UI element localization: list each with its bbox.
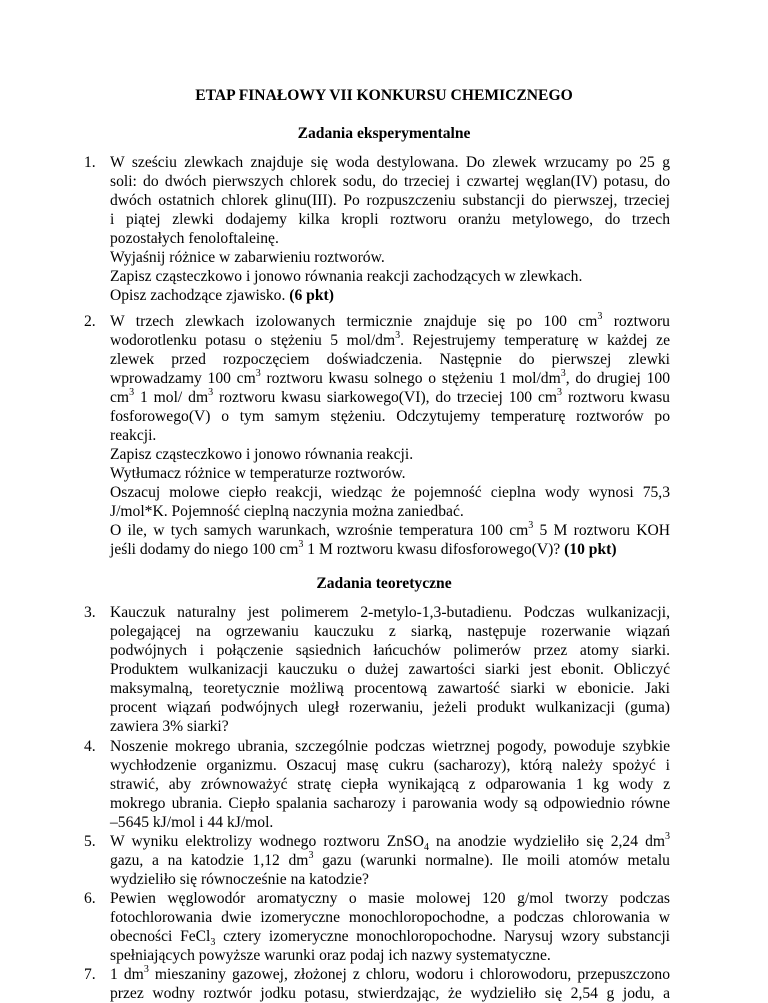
task-line: wydzieliło się równocześnie na katodzie? — [110, 871, 369, 888]
task-line: reakcji. — [110, 427, 157, 444]
task-line: Wytłumacz różnice w temperaturze roztworów. — [110, 465, 406, 482]
task-line: dwóch ostatnich chlorek glinu(III). Po rozpuszczeniu substancji do pierwszej, trzeciej — [110, 192, 670, 209]
task-line: mokrego ubrania. Ciepło spalania sacharozy i parowania wody są odpowiednio równe — [110, 795, 670, 812]
task-line: jeśli dodamy do niego 100 $cm^3$ 1 M roztworu kwasu difosforowego(V)? (10 pkt) — [110, 538, 617, 558]
task-line: Opisz zachodzące zjawisko. (6 pkt) — [110, 287, 334, 304]
task-line: strawić, aby zrównoważyć stratę ciepła wynikającą z odparowania 1 kg wody z — [110, 776, 670, 793]
task-line: W trzech zlewkach izolowanych termicznie znajduje się po 100 $cm^3$ roztworu — [110, 312, 670, 330]
task-line: wychłodzenie organizmu. Oszacuj masę cukru (sacharozy), którą należy spożyć i — [110, 757, 670, 774]
task-line: przez wodny roztwór jodku potasu, stwierdzając, że wydzieliło się 2,54 g jodu, a — [110, 985, 670, 1002]
task-points: (6 pkt) — [289, 287, 334, 304]
task-line: procent wiązań podwójnych uległ rozerwaniu, jeżeli produkt wulkanizacji (guma) — [110, 699, 670, 716]
task-line: W wyniku elektrolizy wodnego roztworu ZnSO$_4$ na anodzie wydzieliło się 2,24 $dm^3$ — [110, 832, 670, 851]
task-line: Zapisz cząsteczkowo i jonowo równania reakcji zachodzących w zlewkach. — [110, 268, 583, 285]
task-line: soli: do dwóch pierwszych chlorek sodu, do trzeciej i czwartej węglan(IV) potasu, do — [110, 173, 670, 190]
task-line: obecności FeCl$_3$ cztery izomeryczne monochloropochodne. Narysuj wzory substancji — [110, 928, 670, 946]
task-line: O ile, w tych samych warunkach, wzrośnie temperatura 100 $cm^3$ 5 M roztworu KOH — [110, 521, 670, 539]
task-number: 4. — [84, 738, 96, 755]
task-line: zlewek przed rozpoczęciem doświadczenia. Następnie do pierwszej zlewki — [110, 351, 670, 368]
task-number: 7. — [84, 966, 96, 983]
task-line: gazu, a na katodzie 1,12 $dm^3$ gazu (warunki normalne). Ile moili atomów metalu — [110, 851, 670, 869]
section-title-experimental: Zadania eksperymentalne — [297, 125, 471, 142]
task-1 — [84, 153, 670, 305]
task-3 — [84, 603, 670, 736]
task-number: 6. — [84, 890, 96, 907]
task-line: 1 $dm^3$ mieszaniny gazowej, złożonej z chloru, wodoru i chlorowodoru, przepuszczono — [110, 965, 670, 983]
task-7 — [84, 965, 670, 1003]
task-line: maksymalną, teoretycznie możliwą procentową zawartość siarki w ebonicie. Jaki — [110, 680, 670, 697]
task-number: 3. — [84, 604, 96, 621]
task-line: fotochlorowania dwie izomeryczne monochloropochodne, a podczas chlorowania w — [110, 909, 670, 926]
task-6 — [84, 889, 670, 965]
task-line: $cm^3$ 1 mol/ $dm^3$ roztworu kwasu siarkowego(VI), do trzeciej 100 $cm^3$ roztworu kwasu — [110, 388, 670, 406]
task-line: Produktem wulkanizacji kauczuku o dużej zawartości siarki jest ebonit. Obliczyć — [110, 661, 670, 678]
task-line: wodorotlenku potasu o stężeniu 5 mol/$dm^3$. Rejestrujemy temperaturę w każdej ze — [110, 331, 670, 349]
task-number: 1. — [84, 154, 96, 171]
task-line: Kauczuk naturalny jest polimerem 2-metylo-1,3-butadienu. Podczas wulkanizacji, — [110, 604, 670, 621]
task-line: Zapisz cząsteczkowo i jonowo równania reakcji. — [110, 446, 414, 463]
task-5 — [84, 832, 670, 889]
task-line: podwójnych i połączenie sąsiednich łańcuchów polimerów przez atomy siarki. — [110, 642, 670, 659]
task-line: Oszacuj molowe ciepło reakcji, wiedząc że pojemność cieplna wody wynosi 75,3 — [110, 484, 670, 501]
task-line: zawiera 3% siarki? — [110, 718, 229, 735]
section-title-theoretical: Zadania teoretyczne — [316, 575, 452, 592]
task-line: spełniających powyższe warunki oraz podaj ich nazwy systematyczne. — [110, 947, 551, 964]
task-number: 5. — [84, 833, 96, 850]
task-line: i piątej zlewki dodajemy kilka kropli roztworu oranżu metylowego, do trzech — [110, 211, 670, 228]
document-title: ETAP FINAŁOWY VII KONKURSU CHEMICZNEGO — [195, 87, 573, 104]
task-line: fosforowego(V) o tym samym stężeniu. Odczytujemy temperaturę roztworów po — [110, 408, 670, 425]
task-2 — [84, 312, 670, 559]
task-number: 2. — [84, 313, 96, 330]
task-line: Pewien węglowodór aromatyczny o masie molowej 120 g/mol tworzy podczas — [110, 890, 670, 907]
task-line: W sześciu zlewkach znajduje się woda destylowana. Do zlewek wrzucamy po 25 g — [110, 154, 670, 171]
task-points: (10 pkt) — [564, 541, 617, 558]
task-line: polegającej na ogrzewaniu kauczuku z siarką, następuje rozerwanie wiązań — [110, 623, 670, 640]
task-line: Wyjaśnij różnice w zabarwieniu roztworów. — [110, 249, 385, 266]
task-line: pozostałych fenoloftaleinę. — [110, 230, 279, 247]
task-line: Noszenie mokrego ubrania, szczególnie podczas wietrznej pogody, powoduje szybkie — [110, 738, 670, 755]
task-line: –5645 kJ/mol i 44 kJ/mol. — [110, 814, 274, 831]
task-line: wprowadzamy 100 $cm^3$ roztworu kwasu solnego o stężeniu 1 mol/$dm^3$, do drugiej 100 — [110, 369, 670, 387]
task-4 — [84, 737, 670, 832]
task-line: J/mol*K. Pojemność cieplną naczynia można zaniedbać. — [110, 503, 464, 520]
